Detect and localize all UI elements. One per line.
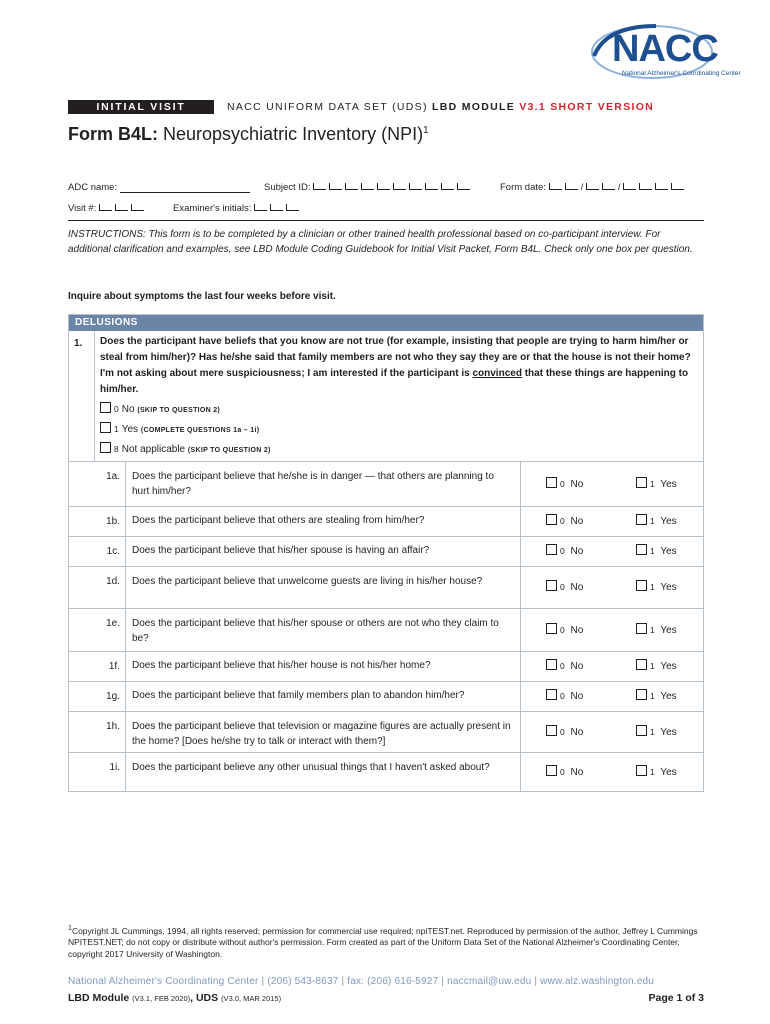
logo-word: NACC: [612, 28, 718, 70]
answer-label: No: [570, 478, 584, 490]
date-slash: /: [617, 182, 621, 193]
row-divider: [69, 536, 703, 537]
row-divider: [69, 651, 703, 652]
footnote-mark: 1: [68, 924, 72, 932]
answer-label: Yes: [660, 516, 677, 527]
option-instruction: (SKIP TO QUESTION 2): [137, 407, 221, 414]
answer-code: 0: [560, 691, 565, 701]
subquestion-id: 1e.: [106, 618, 120, 629]
uds-label: UDS: [195, 992, 219, 1004]
answer-label: No: [570, 582, 584, 593]
answer-label: Yes: [660, 767, 677, 778]
adc-name-field[interactable]: [68, 182, 250, 193]
answer-code: 0: [560, 726, 565, 737]
col-divider: [520, 651, 521, 681]
checkbox[interactable]: [636, 514, 647, 525]
contact-line: National Alzheimer's Coordinating Center | (206) 543-8637 | fax: (206) 616-5927 | naccmail@uw.edu | www.alz.washington.edu: [68, 976, 655, 987]
checkbox[interactable]: [636, 477, 647, 488]
header-uds: NACC UNIFORM DATA SET (UDS): [227, 101, 428, 113]
answer-no[interactable]: [546, 580, 583, 593]
option-code: 8: [114, 444, 119, 454]
answer-code: 1: [650, 582, 655, 592]
col-divider: [520, 681, 521, 711]
row-divider: [69, 566, 703, 567]
instructions: INSTRUCTIONS: This form is to be completed by a clinician or other trained health professional based on co-participant interview. For additional clarification and examples, see LBD Module Coding Guidebook for Initial Visit Packet, Form B4L. Check only one box per question.: [68, 229, 693, 255]
answer-no[interactable]: [546, 544, 583, 557]
answer-code: 0: [560, 582, 565, 592]
visit-label: Visit #:: [68, 203, 97, 214]
section-header: DELUSIONS: [69, 315, 703, 331]
answer-code: 0: [560, 661, 565, 671]
form-date-field[interactable]: [500, 182, 687, 193]
answer-no[interactable]: [546, 514, 583, 527]
answer-label: Yes: [660, 691, 677, 702]
answer-code: 0: [560, 546, 565, 556]
answer-label: Yes: [660, 726, 677, 738]
answer-code: 1: [650, 767, 655, 777]
checkbox[interactable]: [100, 442, 111, 453]
uds-version: (V3.0, MAR 2015): [221, 994, 282, 1003]
col-divider: [125, 608, 126, 651]
answer-label: Yes: [660, 546, 677, 557]
checkbox[interactable]: [546, 544, 557, 555]
answer-yes[interactable]: [636, 689, 677, 702]
col-divider: [94, 331, 95, 461]
option-code: 0: [114, 404, 119, 414]
answer-no[interactable]: [546, 689, 583, 702]
option-instruction: (COMPLETE QUESTIONS 1a – 1i): [140, 427, 260, 434]
answer-code: 1: [650, 691, 655, 701]
checkbox[interactable]: [100, 422, 111, 433]
col-divider: [125, 461, 126, 506]
answer-code: 0: [560, 516, 565, 526]
answer-label: No: [570, 546, 584, 557]
col-divider: [125, 566, 126, 608]
subquestion-text: Does the participant believe that he/she is in danger — that others are planning to hurt him/her?: [132, 471, 494, 497]
answer-code: 1: [650, 546, 655, 556]
option-label: Not applicable: [121, 444, 186, 455]
col-divider: [520, 608, 521, 651]
page-number: Page 1 of 3: [648, 992, 704, 1004]
answer-label: Yes: [660, 478, 677, 490]
separator: ,: [190, 992, 194, 1004]
col-divider: [520, 752, 521, 792]
option-instruction: (SKIP TO QUESTION 2): [187, 447, 271, 454]
answer-no[interactable]: [546, 725, 583, 738]
checkbox[interactable]: [546, 623, 557, 634]
answer-label: No: [570, 661, 584, 672]
answer-label: No: [570, 726, 584, 738]
examiner-field[interactable]: [173, 203, 302, 214]
subquestion-text: Does the participant believe that his/her spouse or others are not who they claim to be?: [132, 618, 499, 644]
row-divider: [69, 681, 703, 682]
examiner-label: Examiner's initials:: [173, 203, 252, 214]
answer-label: Yes: [660, 661, 677, 672]
answer-code: 0: [560, 624, 565, 635]
adc-name-line[interactable]: [120, 184, 250, 193]
header-title: [227, 100, 654, 114]
col-divider: [125, 651, 126, 681]
row-divider: [69, 711, 703, 712]
subquestion-text: Does the participant believe that unwelcome guests are living in his/her house?: [132, 576, 483, 587]
option-not-applicable[interactable]: [100, 442, 271, 455]
option-yes[interactable]: [100, 422, 259, 435]
subquestion-id: 1g.: [106, 691, 120, 702]
logo-subtitle: National Alzheimer's Coordinating Center: [622, 70, 741, 77]
answer-code: 1: [650, 478, 655, 489]
checkbox[interactable]: [636, 580, 647, 591]
checkbox[interactable]: [546, 477, 557, 488]
row-divider: [69, 608, 703, 609]
subquestion-text: Does the participant believe that family members plan to abandon him/her?: [132, 690, 465, 701]
option-no[interactable]: [100, 402, 220, 415]
subquestion-id: 1a.: [106, 471, 120, 482]
nacc-logo: [586, 22, 741, 86]
subquestion-text: Does the participant believe that others are stealing from him/her?: [132, 515, 425, 526]
form-date-label: Form date:: [500, 182, 546, 193]
answer-yes[interactable]: [636, 725, 677, 738]
checkbox[interactable]: [636, 659, 647, 670]
subquestion-id: 1h.: [106, 721, 120, 732]
subject-id-label: Subject ID:: [264, 182, 311, 193]
answer-label: Yes: [660, 582, 677, 593]
footnote-text: Copyright JL Cummings, 1994, all rights reserved; permission for commercial use required; npiTEST.net. Reproduced by permission of the author, Jeffrey L Cummings NPITEST.NET; do not copy or distribute without author's permission. Form created as part of the Uniform Data Set of the National Alzheimer's Coordinating Center, copyright 2017 University of Washington.: [68, 925, 698, 959]
module-version: [68, 992, 281, 1004]
answer-no[interactable]: [546, 659, 583, 672]
subquestion-id: 1d.: [106, 576, 120, 587]
answer-label: No: [570, 767, 584, 778]
answer-no[interactable]: [546, 623, 583, 636]
col-divider: [520, 536, 521, 566]
answer-label: No: [570, 624, 584, 636]
subquestion-text: Does the participant believe that television or magazine figures are actually present in the home? [Does he/she try to talk or interact with them?]: [132, 721, 511, 747]
header-version: V3.1 SHORT VERSION: [519, 101, 655, 113]
packet-band: INITIAL VISIT PACKET: [68, 100, 214, 114]
question-text-emph: convinced: [472, 368, 522, 379]
lbd-module: LBD Module: [68, 992, 130, 1004]
divider: [68, 220, 704, 221]
row-divider: [69, 506, 703, 507]
col-divider: [520, 461, 521, 506]
answer-yes[interactable]: [636, 659, 677, 672]
checkbox[interactable]: [636, 689, 647, 700]
answer-label: Yes: [660, 624, 677, 636]
answer-code: 1: [650, 516, 655, 526]
col-divider: [520, 506, 521, 536]
checkbox[interactable]: [546, 514, 557, 525]
page-title: [68, 124, 429, 145]
question-text: [100, 334, 696, 398]
col-divider: [125, 752, 126, 792]
checkbox[interactable]: [546, 689, 557, 700]
checkbox[interactable]: [546, 659, 557, 670]
header-module: LBD MODULE: [432, 101, 515, 113]
answer-label: No: [570, 516, 584, 527]
row-divider: [69, 461, 703, 462]
checkbox[interactable]: [636, 765, 647, 776]
question-number: 1.: [74, 338, 83, 349]
option-label: Yes: [121, 424, 139, 435]
subquestion-text: Does the participant believe any other unusual things that I haven't asked about?: [132, 762, 490, 773]
answer-code: 1: [650, 726, 655, 737]
col-divider: [125, 681, 126, 711]
checkbox[interactable]: [636, 623, 647, 634]
answer-yes[interactable]: [636, 514, 677, 527]
option-code: 1: [114, 424, 119, 434]
answer-no[interactable]: [546, 765, 583, 778]
lbd-version: (V3.1, FEB 2020): [132, 994, 191, 1003]
row-divider: [69, 752, 703, 753]
answer-code: 0: [560, 478, 565, 489]
subquestion-id: 1f.: [108, 661, 120, 672]
answer-code: 0: [560, 767, 565, 777]
subquestion-text: Does the participant believe that his/her spouse is having an affair?: [132, 545, 430, 556]
answer-code: 1: [650, 661, 655, 671]
inquire-note: Inquire about symptoms the last four weeks before visit.: [68, 291, 336, 302]
checkbox[interactable]: [100, 402, 111, 413]
answer-code: 1: [650, 624, 655, 635]
question-text-b: that these things are happening to him/her.: [100, 368, 689, 395]
form-title-sup: 1: [423, 125, 429, 136]
footnote: [68, 923, 704, 960]
subquestion-text: Does the participant believe that his/her house is not his/her home?: [132, 660, 431, 671]
checkbox[interactable]: [546, 725, 557, 736]
option-label: No: [121, 404, 135, 415]
subquestion-id: 1b.: [106, 516, 120, 527]
checkbox[interactable]: [636, 725, 647, 736]
col-divider: [520, 566, 521, 608]
form-title-bold: Form B4L:: [68, 124, 158, 144]
checkbox[interactable]: [546, 580, 557, 591]
answer-label: No: [570, 691, 584, 702]
adc-name-label: ADC name:: [68, 182, 118, 193]
question-text-a: Does the participant have beliefs that you know are not true (for example, insisting that people are trying to harm him/her or steal from him/her)? Has he/she said that family members are not who they say they are or that the house is not their home? I'm not asking about mere suspiciousness; I am interested if the participant is: [100, 336, 691, 379]
subquestion-id: 1i.: [109, 762, 120, 773]
form-title-rest: Neuropsychiatric Inventory (NPI): [163, 124, 424, 144]
answer-yes[interactable]: [636, 765, 677, 778]
visit-field[interactable]: [68, 203, 147, 214]
answer-yes[interactable]: [636, 580, 677, 593]
subject-id-field[interactable]: [264, 182, 473, 193]
checkbox[interactable]: [636, 544, 647, 555]
col-divider: [125, 536, 126, 566]
date-slash: /: [580, 182, 584, 193]
col-divider: [125, 506, 126, 536]
answer-yes[interactable]: [636, 477, 677, 490]
col-divider: [520, 711, 521, 752]
answer-no[interactable]: [546, 477, 583, 490]
answer-yes[interactable]: [636, 544, 677, 557]
answer-yes[interactable]: [636, 623, 677, 636]
subquestion-id: 1c.: [106, 546, 120, 557]
checkbox[interactable]: [546, 765, 557, 776]
col-divider: [125, 711, 126, 752]
